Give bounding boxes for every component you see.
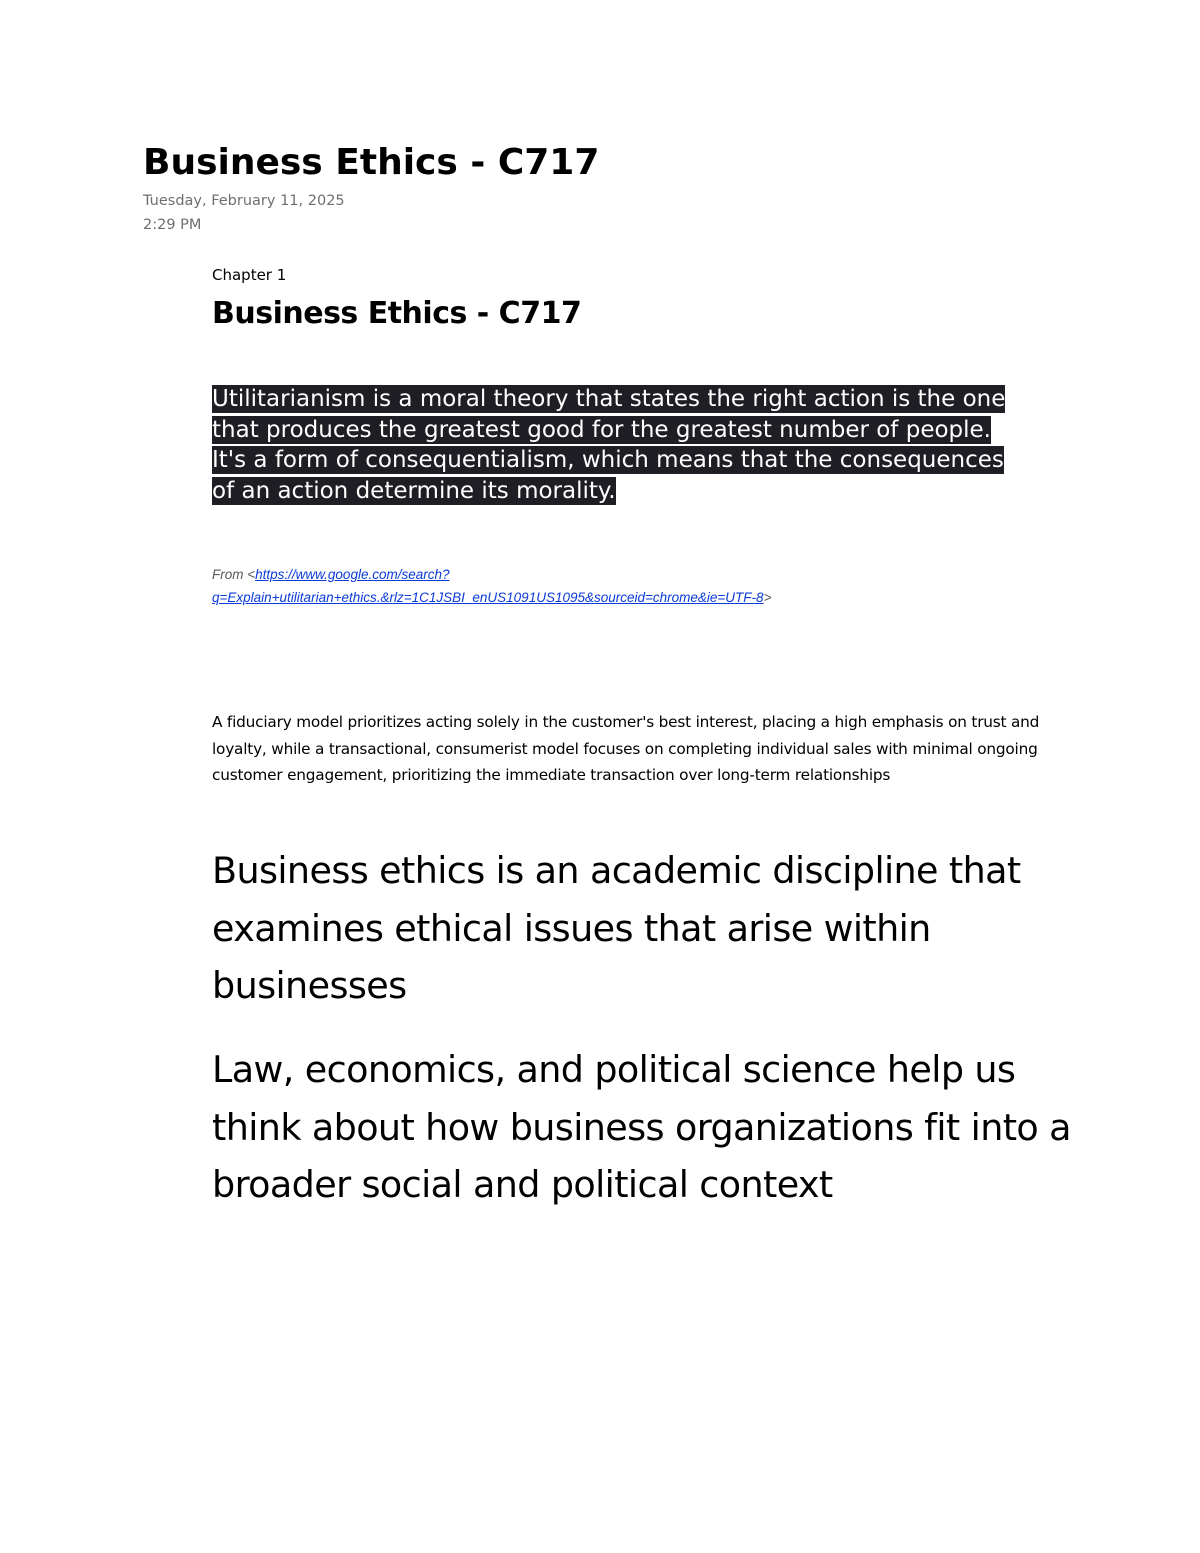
- source-link[interactable]: https://www.google.com/search?q=Explain+utilitarian+ethics.&rlz=1C1JSBI_enUS1091US1095&sourceid=chrome&ie=UTF-8: [212, 567, 764, 605]
- note-date: Tuesday, February 11, 2025: [143, 193, 345, 209]
- source-citation: [212, 563, 912, 609]
- source-suffix: >: [763, 590, 772, 605]
- law-economics-paragraph: Law, economics, and political science help us think about how business organizations fit into a broader social and political context: [212, 1048, 1071, 1206]
- note-time: 2:29 PM: [143, 217, 202, 233]
- source-prefix: From <: [212, 567, 256, 582]
- highlighted-paragraph: [212, 384, 1032, 506]
- section-heading: Business Ethics - C717: [212, 296, 582, 331]
- highlighted-text: Utilitarianism is a moral theory that states the right action is the one that produces the greatest good for the greatest number of people. It's a form of consequentialism, which means that the consequences of an action determine its morality.: [212, 386, 1006, 504]
- business-ethics-paragraph: Business ethics is an academic discipline that examines ethical issues that arise within businesses: [212, 849, 1021, 1007]
- page-title: Business Ethics - C717: [143, 142, 600, 183]
- fiduciary-paragraph: A fiduciary model prioritizes acting solely in the customer's best interest, placing a high emphasis on trust and loyalty, while a transactional, consumerist model focuses on completing individual sales with minimal ongoing customer engagement, prioritizing the immediate transaction over long-term relationships: [212, 713, 1040, 784]
- chapter-label: Chapter 1: [212, 266, 287, 284]
